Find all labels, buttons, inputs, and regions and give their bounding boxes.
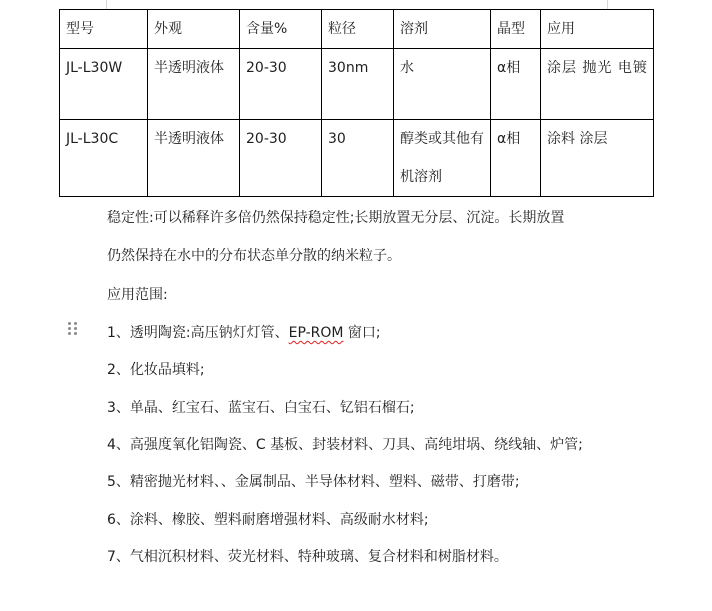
table-header-row [60, 10, 654, 49]
table-row [60, 120, 654, 197]
table-cell: 30nm [322, 49, 394, 120]
list-item [107, 322, 381, 342]
list-item: 3、单晶、红宝石、蓝宝石、白宝石、钇铝石榴石; [107, 400, 415, 416]
spellcheck-flagged-word: EP-ROM [288, 325, 344, 341]
table-cell: α相 [491, 49, 541, 120]
scope-heading: 应用范围: [107, 287, 168, 303]
table-cell: 醇类或其他有机溶剂 [394, 120, 491, 197]
table-cell: JL-L30W [60, 49, 148, 120]
table-row [60, 49, 654, 120]
table-cell: 半透明液体 [148, 49, 240, 120]
list-item: 7、气相沉积材料、荧光材料、特种玻璃、复合材料和树脂材料。 [107, 549, 508, 565]
table-cell: JL-L30C [60, 120, 148, 197]
table-cell: 20-30 [240, 120, 322, 197]
list-item: 5、精密抛光材料、、金属制品、半导体材料、塑料、磁带、打磨带; [107, 474, 520, 490]
table-cell: 涂层 抛光 电镀 [541, 49, 654, 120]
header-particle-size: 粒径 [322, 10, 394, 49]
header-content: 含量% [240, 10, 322, 49]
header-crystal: 晶型 [491, 10, 541, 49]
table-cell: 涂料 涂层 [541, 120, 654, 197]
drag-handle-icon[interactable] [68, 322, 78, 336]
list-item-text: 1、透明陶瓷:高压钠灯灯管、 [107, 325, 289, 341]
table-cell: 半透明液体 [148, 120, 240, 197]
table-cell: 30 [322, 120, 394, 197]
stability-text-line2: 仍然保持在水中的分布状态单分散的纳米粒子。 [107, 248, 401, 264]
spec-table [59, 9, 654, 197]
list-item: 4、高强度氧化铝陶瓷、C 基板、封装材料、刀具、高纯坩埚、绕线轴、炉管; [107, 437, 583, 453]
table-cell: 水 [394, 49, 491, 120]
list-item: 6、涂料、橡胶、塑料耐磨增强材料、高级耐水材料; [107, 512, 429, 528]
stability-text-line1: 稳定性:可以稀释许多倍仍然保持稳定性;长期放置无分层、沉淀。长期放置 [107, 210, 565, 226]
header-solvent: 溶剂 [394, 10, 491, 49]
list-item-text: 窗口; [343, 325, 381, 341]
table-cell: α相 [491, 120, 541, 197]
header-appearance: 外观 [148, 10, 240, 49]
page-edge [106, 0, 608, 9]
header-application: 应用 [541, 10, 654, 49]
header-model: 型号 [60, 10, 148, 49]
table-cell: 20-30 [240, 49, 322, 120]
list-item: 2、化妆品填料; [107, 362, 205, 378]
